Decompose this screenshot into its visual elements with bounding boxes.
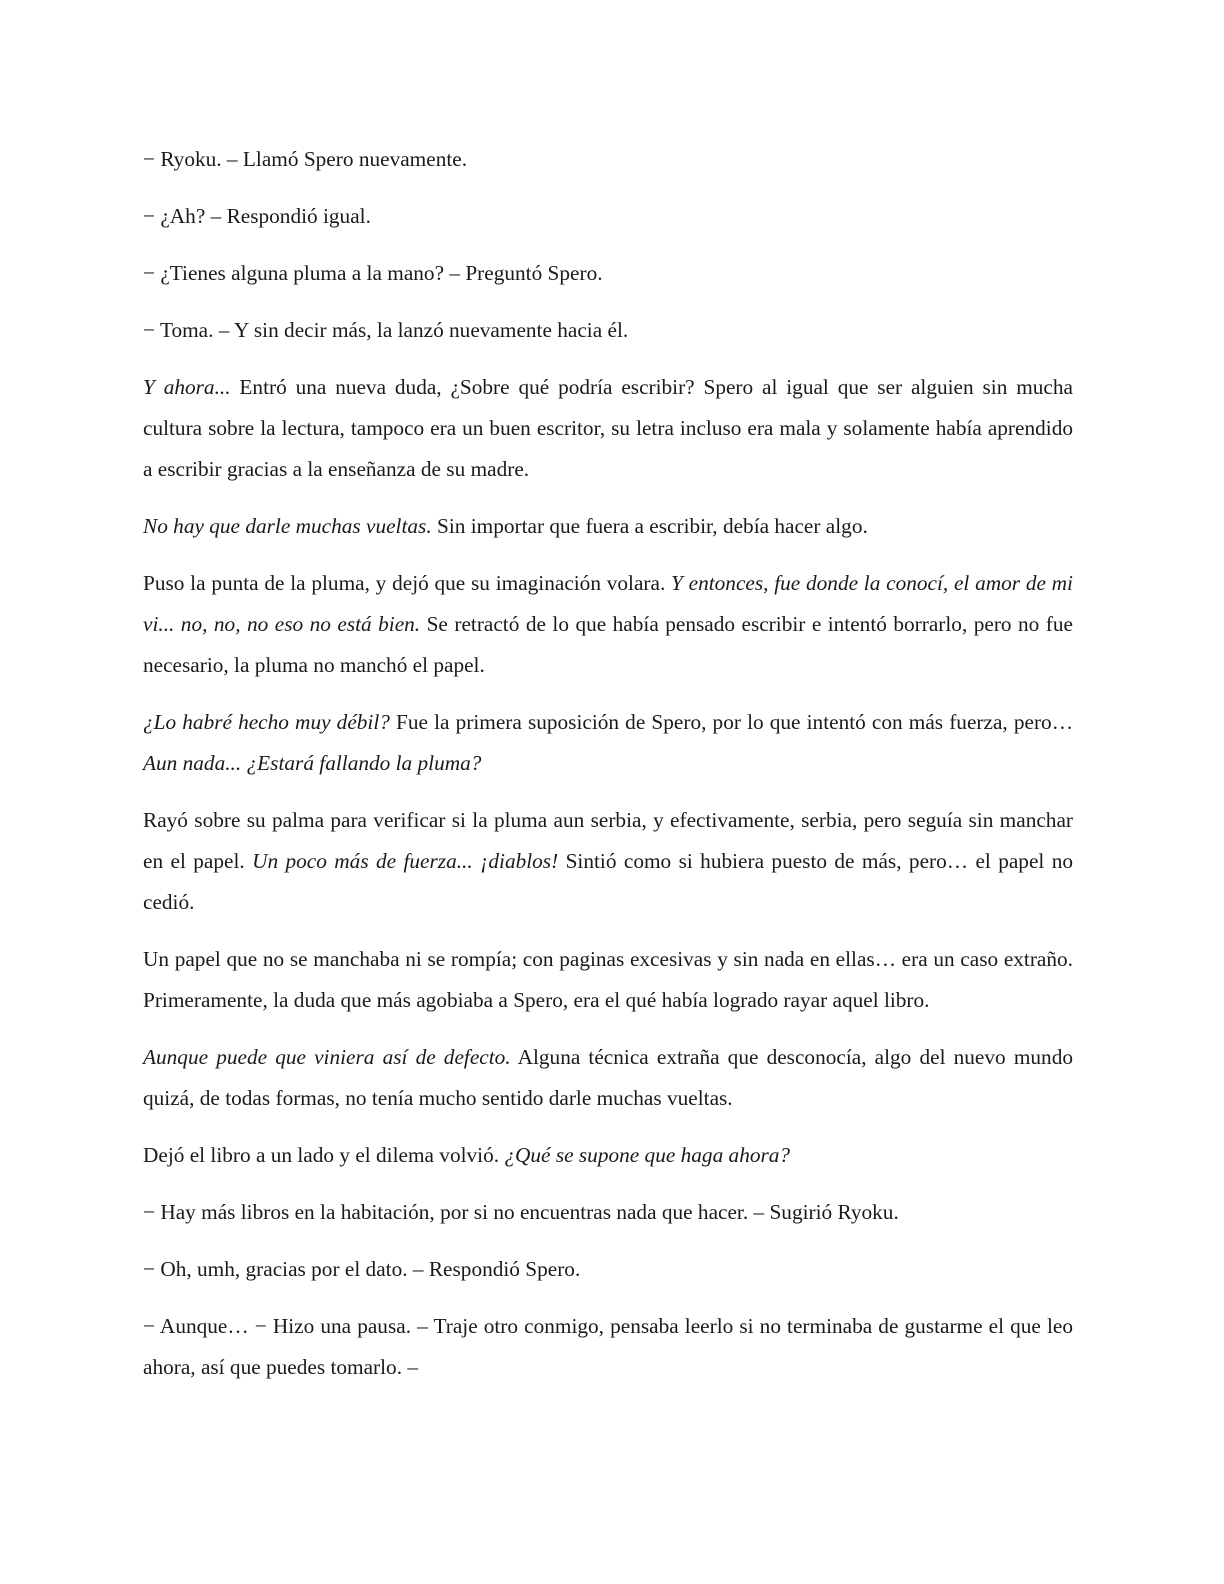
text-run: Dejó el libro a un lado y el dilema volvió. (143, 1143, 505, 1167)
text-run: Sin importar que fuera a escribir, debía hacer algo. (431, 514, 868, 538)
text-run: − Ryoku. – Llamó Spero nuevamente. (143, 147, 468, 171)
paragraph (143, 702, 1073, 784)
paragraph (143, 253, 1073, 294)
paragraph (143, 1192, 1073, 1233)
paragraph (143, 196, 1073, 237)
text-run: Se retractó de lo que había pensado escribir e intentó borrarlo, pero no fue necesario, la pluma no manchó el papel. (143, 612, 1073, 677)
paragraph (143, 1135, 1073, 1176)
document-body (143, 139, 1073, 1404)
paragraph (143, 939, 1073, 1021)
text-run: − ¿Ah? – Respondió igual. (143, 204, 371, 228)
italic-text-run: Y ahora... (143, 375, 231, 399)
text-run: Entró una nueva duda, ¿Sobre qué podría escribir? Spero al igual que ser alguien sin mucha cultura sobre la lectura, tampoco era un buen escritor, su letra incluso era mala y solamente había aprendido a escribir gracias a la enseñanza de su madre. (143, 375, 1073, 481)
paragraph (143, 310, 1073, 351)
text-run: − Hay más libros en la habitación, por si no encuentras nada que hacer. – Sugirió Ryoku. (143, 1200, 899, 1224)
text-run: Un papel que no se manchaba ni se rompía; con paginas excesivas y sin nada en ellas… era un caso extraño. Primeramente, la duda que más agobiaba a Spero, era el qué había logrado rayar aquel libro. (143, 947, 1073, 1012)
text-run: Puso la punta de la pluma, y dejó que su imaginación volara. (143, 571, 672, 595)
paragraph (143, 139, 1073, 180)
paragraph (143, 1037, 1073, 1119)
text-run: − Oh, umh, gracias por el dato. – Respondió Spero. (143, 1257, 581, 1281)
italic-text-run: Y entonces, fue donde la conocí, el amor de mi vi... no, no, no eso no está bien. (143, 571, 1073, 636)
text-run: − Toma. – Y sin decir más, la lanzó nuevamente hacia él. (143, 318, 629, 342)
italic-text-run: ¿Lo habré hecho muy débil? (143, 710, 390, 734)
paragraph (143, 367, 1073, 490)
text-run: Sintió como si hubiera puesto de más, pero… el papel no cedió. (143, 849, 1074, 914)
italic-text-run: Un poco más de fuerza... ¡diablos! (252, 849, 559, 873)
italic-text-run: ¿Qué se supone que haga ahora? (504, 1143, 791, 1167)
paragraph (143, 506, 1073, 547)
paragraph (143, 1306, 1073, 1388)
text-run: − ¿Tienes alguna pluma a la mano? – Preguntó Spero. (143, 261, 603, 285)
text-run: Fue la primera suposición de Spero, por lo que intentó con más fuerza, pero… (389, 710, 1073, 734)
italic-text-run: Aunque puede que viniera así de defecto. (143, 1045, 511, 1069)
text-run: Alguna técnica extraña que desconocía, algo del nuevo mundo quizá, de todas formas, no tenía mucho sentido darle muchas vueltas. (143, 1045, 1073, 1110)
italic-text-run: No hay que darle muchas vueltas. (143, 514, 432, 538)
paragraph (143, 1249, 1073, 1290)
paragraph (143, 800, 1073, 923)
paragraph (143, 563, 1073, 686)
italic-text-run: Aun nada... ¿Estará fallando la pluma? (143, 751, 482, 775)
text-run: Rayó sobre su palma para verificar si la pluma aun serbia, y efectivamente, serbia, pero seguía sin manchar en el papel. (143, 808, 1073, 873)
text-run: − Aunque… − Hizo una pausa. – Traje otro conmigo, pensaba leerlo si no terminaba de gustarme el que leo ahora, así que puedes tomarlo. – (143, 1314, 1073, 1379)
